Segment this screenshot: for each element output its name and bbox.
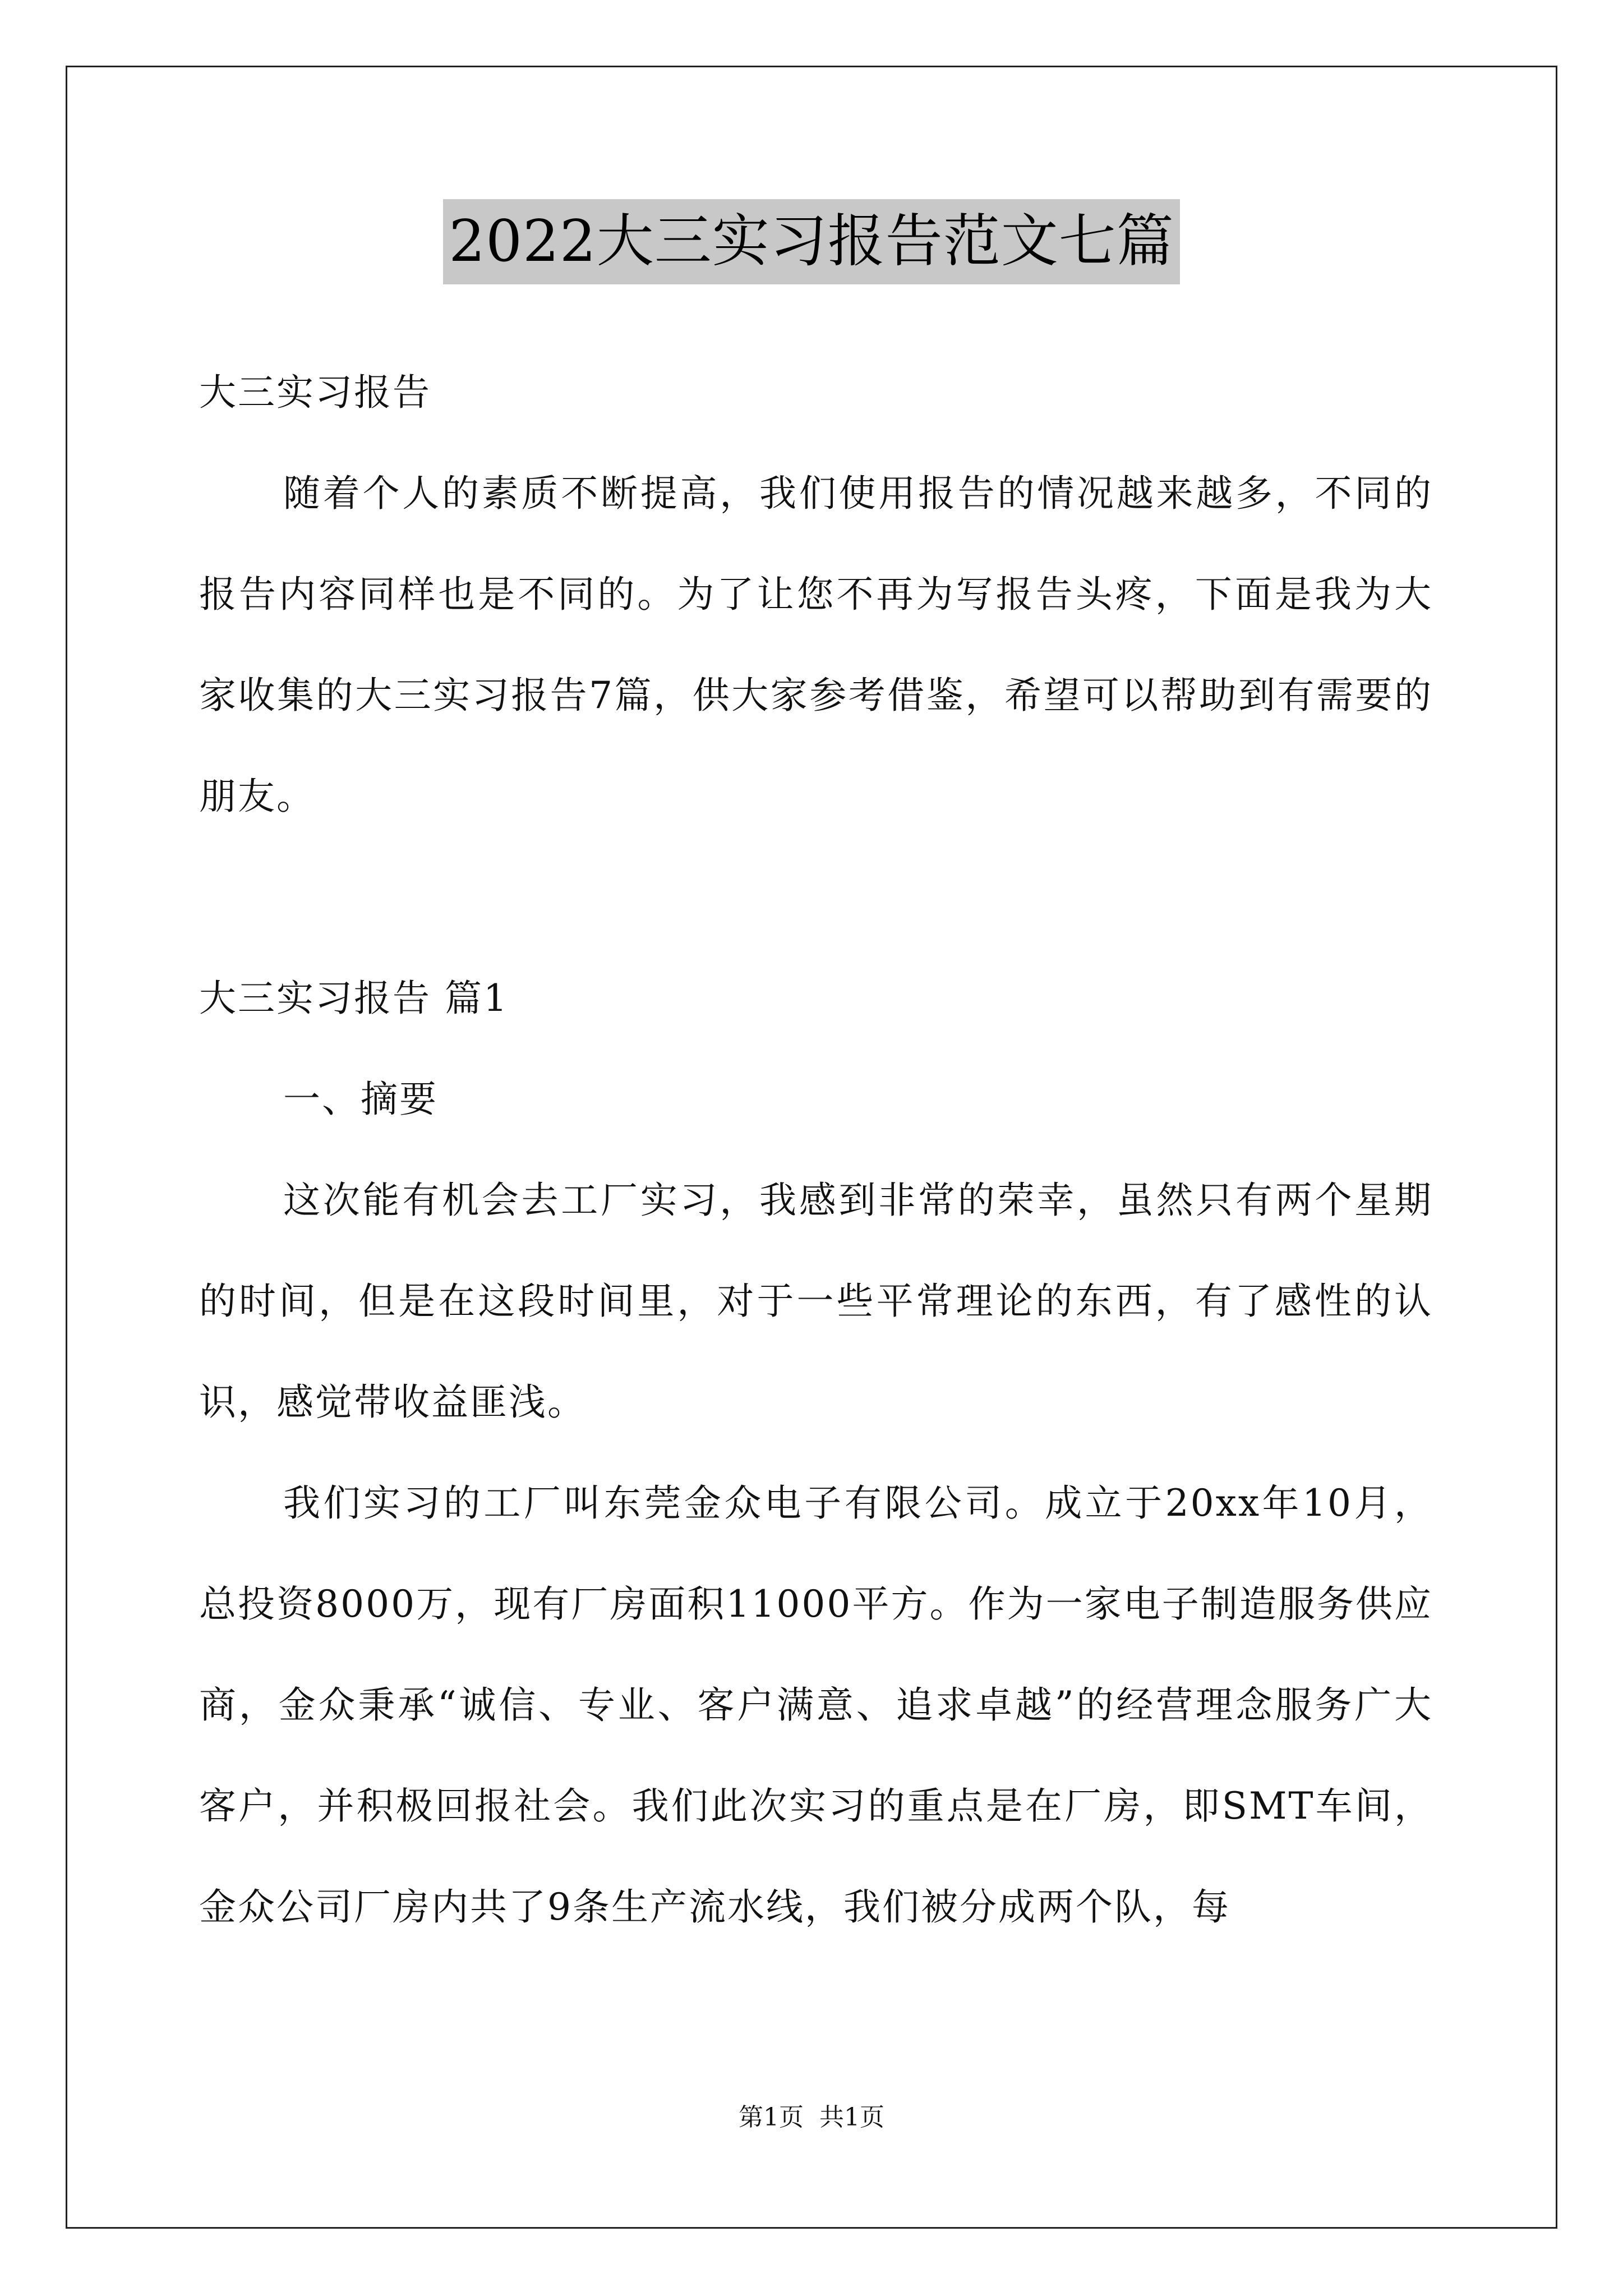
section1-heading: 大三实习报告 篇1: [199, 977, 509, 1020]
title-container: [0, 199, 1623, 284]
intro-paragraph: 随着个人的素质不断提高，我们使用报告的情况越来越多，不同的报告内容同样也是不同的。为了让您不再为写报告头疼，下面是我为大家收集的大三实习报告7篇，供大家参考借鉴，希望可以帮助到有需要的朋友。: [199, 472, 1433, 818]
document-body: [199, 342, 1433, 1958]
body-paragraph: 这次能有机会去工厂实习，我感到非常的荣幸，虽然只有两个星期的时间，但是在这段时间里，对于一些平常理论的东西，有了感性的认识，感觉带收益匪浅。: [199, 1179, 1433, 1424]
page-footer: [0, 2101, 1623, 2134]
body-paragraph: 我们实习的工厂叫东莞金众电子有限公司。成立于20xx年10月，总投资8000万，现有厂房面积11000平方。作为一家电子制造服务供应商，金众秉承“诚信、专业、客户满意、追求卓越”的经营理念服务广大客户，并积极回报社会。我们此次实习的重点是在厂房，即SMT车间，金众公司厂房内共了9条生产流水线，我们被分成两个队，每: [199, 1481, 1433, 1929]
intro-heading: 大三实习报告: [199, 371, 431, 414]
document-title: 2022大三实习报告范文七篇: [443, 199, 1180, 284]
abstract-heading: 一、摘要: [283, 1078, 438, 1121]
page-number: 第1页 共1页: [739, 2103, 884, 2132]
